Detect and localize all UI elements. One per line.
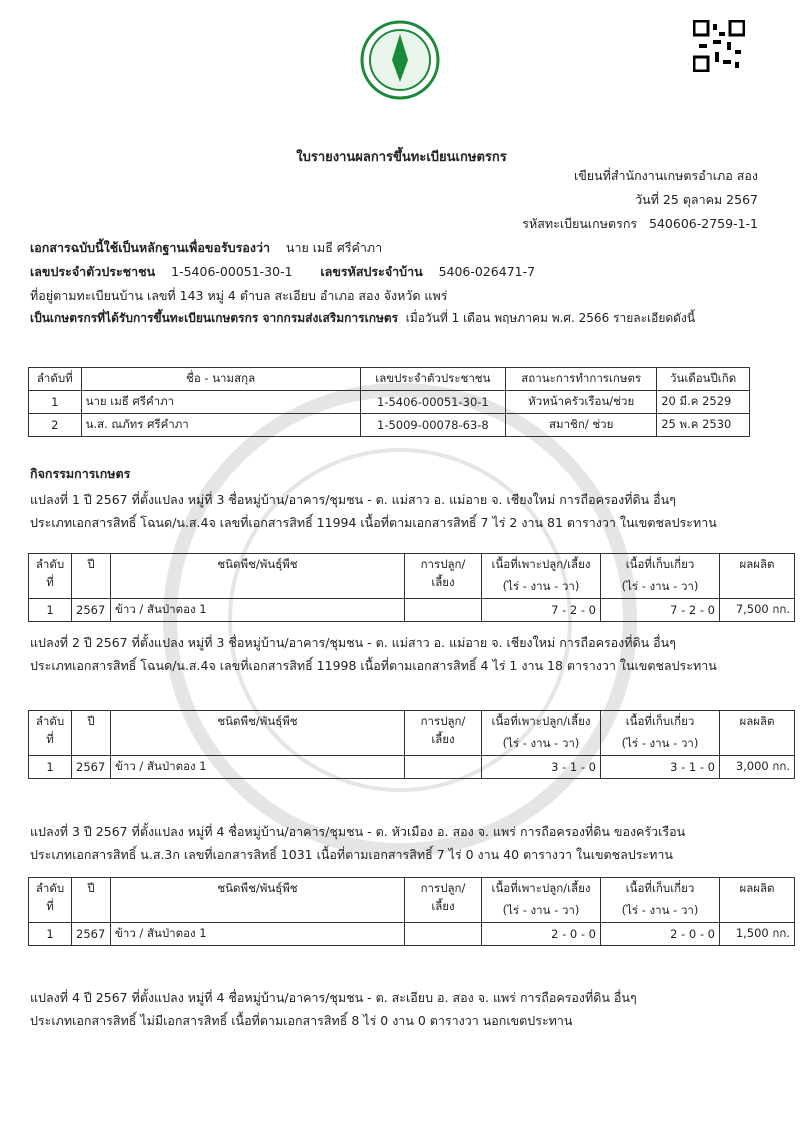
plot-line2: ประเภทเอกสารสิทธิ์ น.ส.3ก เลขที่เอกสารสิทธิ์ 1031 เนื้อที่ตามเอกสารสิทธิ์ 7 ไร่ 0 งาน 40 ตารางวา ในเขตชลประทาน [30,847,673,862]
col-header: ลำดับที่ [29,878,72,923]
registration-line [30,309,695,328]
cell: 3 - 1 - 0 [601,756,720,779]
col-header: ชนิดพืช/พันธุ์พืช [111,711,405,756]
col-header: เนื้อที่เก็บเกี่ยว [601,711,720,734]
registration-label: เป็นเกษตรกรที่ได้รับการขึ้นทะเบียนเกษตรกร จากกรมส่งเสริมการเกษตร [30,311,399,325]
cell: ข้าว / สันป่าตอง 1 [111,923,405,946]
cell: 3,000 กก. [720,756,795,779]
id-label: เลขประจำตัวประชาชน [30,264,156,279]
plot-line1: แปลงที่ 1 ปี 2567 ที่ตั้งแปลง หมู่ที่ 3 ชื่อหมู่บ้าน/อาคาร/ชุมชน - ต. แม่สาว อ. แม่อาย จ. เชียงใหม่ การถือครองที่ดิน อื่นๆ [30,492,676,507]
cell: สมาชิก/ ช่วย [506,414,657,437]
col-header: การปลูก/เลี้ยง [405,878,482,923]
col-subheader: (ไร่ - งาน - วา) [482,576,601,599]
certify-line [30,238,382,258]
plot-line2: ประเภทเอกสารสิทธิ์ ไม่มีเอกสารสิทธิ์ เนื้อที่ตามเอกสารสิทธิ์ 8 ไร่ 0 งาน 0 ตารางวา นอกเขตประทาน [30,1013,573,1028]
cell: 2567 [72,599,111,622]
plot-line1: แปลงที่ 2 ปี 2567 ที่ตั้งแปลง หมู่ที่ 3 ชื่อหมู่บ้าน/อาคาร/ชุมชน - ต. แม่สาว อ. แม่อาย จ. เชียงใหม่ การถือครองที่ดิน อื่นๆ [30,635,676,650]
col-header: ผลผลิต [720,711,795,756]
col-header: ชื่อ - นามสกุล [81,368,360,391]
col-header: ชนิดพืช/พันธุ์พืช [111,878,405,923]
table-row [29,599,795,622]
col-header: ลำดับที่ [29,368,82,391]
members-table [28,367,750,437]
cell: 7 - 2 - 0 [482,599,601,622]
cell: 1,500 กก. [720,923,795,946]
col-header: ปี [72,711,111,756]
plot-line1: แปลงที่ 4 ปี 2567 ที่ตั้งแปลง หมู่ที่ 4 ชื่อหมู่บ้าน/อาคาร/ชุมชน - ต. สะเอียบ อ. สอง จ. แพร่ การถือครองที่ดิน อื่นๆ [30,990,637,1005]
cell: ข้าว / สันป่าตอง 1 [111,756,405,779]
col-header: ผลผลิต [720,878,795,923]
cell: 1-5009-00078-63-8 [360,414,506,437]
id-value: 1-5406-00051-30-1 [171,264,293,279]
col-header: เนื้อที่เพาะปลูก/เลี้ยง [482,878,601,901]
page-title: ใบรายงานผลการขึ้นทะเบียนเกษตรกร [296,150,507,165]
written-at: เขียนที่สำนักงานเกษตรอำเภอ สอง [573,168,758,183]
house-value: 5406-026471-7 [438,264,536,279]
cell: 2 - 0 - 0 [601,923,720,946]
col-subheader: (ไร่ - งาน - วา) [601,900,720,923]
col-header: เลขประจำตัวประชาชน [360,368,506,391]
col-header: เนื้อที่เพาะปลูก/เลี้ยง [482,554,601,577]
cell: น.ส. ณภัทร ศรีคำภา [81,414,360,437]
table-row [29,923,795,946]
table-row [29,391,750,414]
farmer-code-value: 540606-2759-1-1 [649,216,758,231]
cell: 1 [29,391,82,414]
qr-code-icon [693,20,745,72]
activity-heading: กิจกรรมการเกษตร [30,466,131,481]
col-subheader: (ไร่ - งาน - วา) [482,900,601,923]
cell: หัวหน้าครัวเรือน/ช่วย [506,391,657,414]
table-header-row [29,554,795,577]
cell: 2567 [72,923,111,946]
cell: นาย เมธี ศรีคำภา [81,391,360,414]
col-header: สถานะการทำการเกษตร [506,368,657,391]
house-label: เลขรหัสประจำบ้าน [320,264,423,279]
cell: 1 [29,756,72,779]
cell: 1 [29,599,72,622]
table-row [29,414,750,437]
department-emblem-icon [360,20,440,100]
table-row [29,756,795,779]
col-header: ลำดับที่ [29,711,72,756]
cell: 2 [29,414,82,437]
col-header: ลำดับที่ [29,554,72,599]
cell: 2567 [72,756,111,779]
crop-table [28,553,795,622]
table-header-row [29,368,750,391]
col-header: เนื้อที่เพาะปลูก/เลี้ยง [482,711,601,734]
col-header: ชนิดพืช/พันธุ์พืช [111,554,405,599]
report-date: วันที่ 25 ตุลาคม 2567 [635,192,758,207]
cell: 2 - 0 - 0 [482,923,601,946]
registration-date: เมื่อวันที่ 1 เดือน พฤษภาคม พ.ศ. 2566 รายละเอียดดังนี้ [405,311,696,325]
cell: 7 - 2 - 0 [601,599,720,622]
col-header: วันเดือนปีเกิด [657,368,750,391]
col-subheader: (ไร่ - งาน - วา) [601,733,720,756]
col-header: ปี [72,554,111,599]
plot-line2: ประเภทเอกสารสิทธิ์ โฉนด/น.ส.4จ เลขที่เอกสารสิทธิ์ 11998 เนื้อที่ตามเอกสารสิทธิ์ 4 ไร่ 1 งาน 18 ตารางวา ในเขตชลประทาน [30,658,717,673]
col-header: การปลูก/เลี้ยง [405,554,482,599]
col-header: เนื้อที่เก็บเกี่ยว [601,554,720,577]
cell: 1 [29,923,72,946]
col-header: ปี [72,878,111,923]
cell [405,756,482,779]
cell: 7,500 กก. [720,599,795,622]
farmer-code [522,214,758,234]
col-header: เนื้อที่เก็บเกี่ยว [601,878,720,901]
col-subheader: (ไร่ - งาน - วา) [482,733,601,756]
farmer-name: นาย เมธี ศรีคำภา [285,240,383,255]
cell [405,599,482,622]
cell: 1-5406-00051-30-1 [360,391,506,414]
table-header-row [29,878,795,901]
cell: ข้าว / สันป่าตอง 1 [111,599,405,622]
crop-table [28,877,795,946]
crop-table [28,710,795,779]
farmer-code-label: รหัสทะเบียนเกษตรกร [522,216,638,231]
col-subheader: (ไร่ - งาน - วา) [601,576,720,599]
col-header: การปลูก/เลี้ยง [405,711,482,756]
cell: 25 พ.ค 2530 [657,414,750,437]
cell: 20 มี.ค 2529 [657,391,750,414]
col-header: ผลผลิต [720,554,795,599]
table-header-row [29,711,795,734]
cell: 3 - 1 - 0 [482,756,601,779]
cell [405,923,482,946]
plot-line1: แปลงที่ 3 ปี 2567 ที่ตั้งแปลง หมู่ที่ 4 ชื่อหมู่บ้าน/อาคาร/ชุมชน - ต. หัวเมือง อ. สอง จ. แพร่ การถือครองที่ดิน ของครัวเรือน [30,824,686,839]
certify-label: เอกสารฉบับนี้ใช้เป็นหลักฐานเพื่อขอรับรองว่า [30,240,270,255]
address: ที่อยู่ตามทะเบียนบ้าน เลขที่ 143 หมู่ 4 ตำบล สะเอียบ อำเภอ สอง จังหวัด แพร่ [30,288,448,303]
id-line [30,262,535,282]
plot-line2: ประเภทเอกสารสิทธิ์ โฉนด/น.ส.4จ เลขที่เอกสารสิทธิ์ 11994 เนื้อที่ตามเอกสารสิทธิ์ 7 ไร่ 2 งาน 81 ตารางวา ในเขตชลประทาน [30,515,717,530]
